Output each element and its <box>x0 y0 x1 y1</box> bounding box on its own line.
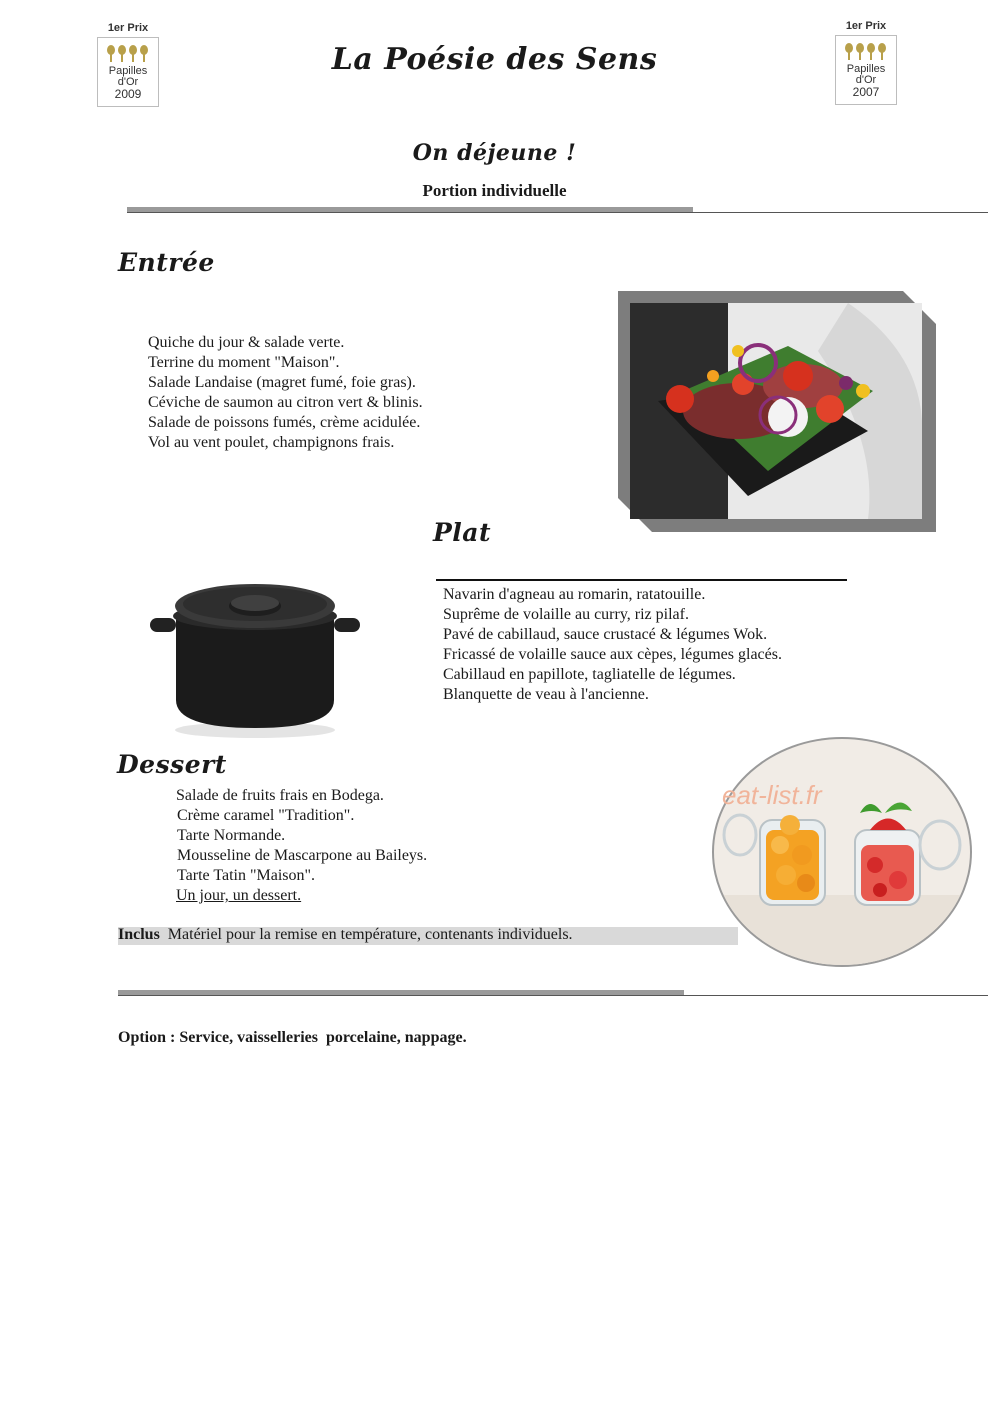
portion-label: Portion individuelle <box>422 181 567 200</box>
list-item: Salade de poissons fumés, crème acidulée. <box>148 414 421 431</box>
inclus-text: Matériel pour la remise en température, contenants individuels. <box>167 926 573 943</box>
dessert-jars-photo <box>710 735 974 969</box>
list-item: Crème caramel "Tradition". <box>177 807 355 824</box>
plat-list <box>443 585 782 705</box>
badge-year: 2007 <box>852 85 880 99</box>
badge-prize-label: 1er Prix <box>845 20 887 32</box>
dessert-list <box>176 786 427 906</box>
entree-list <box>148 333 423 453</box>
list-item: Mousseline de Mascarpone au Baileys. <box>177 847 428 864</box>
salad-photo <box>618 291 936 532</box>
divider-thin <box>127 212 988 213</box>
plat-underline <box>436 579 847 581</box>
list-item: Salade Landaise (magret fumé, foie gras). <box>148 374 416 391</box>
inclus-label: Inclus <box>118 926 160 943</box>
list-item: Salade de fruits frais en Bodega. <box>176 787 384 804</box>
list-item: Céviche de saumon au citron vert & blinis. <box>148 394 423 411</box>
badge-line1: Papilles <box>846 63 886 75</box>
badge-line1: Papilles <box>108 65 148 77</box>
option-text: Option : Service, vaisselleries porcelaine, nappage. <box>118 1029 467 1046</box>
list-item: Quiche du jour & salade verte. <box>148 334 345 351</box>
watermark-text: eat-list.fr <box>722 780 822 810</box>
cocotte-pot-image <box>140 570 370 740</box>
list-item: Terrine du moment "Maison". <box>148 354 340 371</box>
badge-year: 2009 <box>114 87 142 101</box>
subtitle: On déjeune ! <box>412 140 577 166</box>
list-item: Pavé de cabillaud, sauce crustacé & légumes Wok. <box>443 626 768 643</box>
list-item: Fricassé de volaille sauce aux cèpes, légumes glacés. <box>443 646 782 663</box>
list-item: Un jour, un dessert. <box>176 887 302 904</box>
list-item: Tarte Normande. <box>177 827 286 844</box>
badge-line2: d'Or <box>117 76 139 88</box>
divider-thin <box>118 995 988 996</box>
entree-heading: Entrée <box>118 248 215 277</box>
list-item: Suprême de volaille au curry, riz pilaf. <box>443 606 689 623</box>
list-item: Cabillaud en papillote, tagliatelle de légumes. <box>443 666 736 683</box>
list-item: Blanquette de veau à l'ancienne. <box>443 686 649 703</box>
inclus-line <box>118 926 573 944</box>
badge-prize-label: 1er Prix <box>107 22 149 34</box>
list-item: Tarte Tatin "Maison". <box>177 867 316 884</box>
dessert-heading: Dessert <box>117 750 227 779</box>
list-item: Navarin d'agneau au romarin, ratatouille. <box>443 586 706 603</box>
plat-heading: Plat <box>433 518 492 547</box>
badge-line2: d'Or <box>855 74 877 86</box>
list-item: Vol au vent poulet, champignons frais. <box>148 434 395 451</box>
page-title: La Poésie des Sens <box>331 42 658 77</box>
